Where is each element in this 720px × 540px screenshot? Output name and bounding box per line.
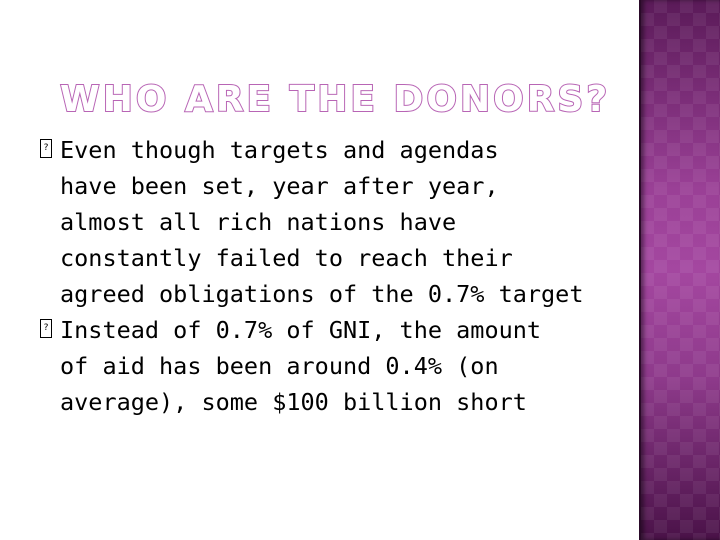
decorative-side-panel — [641, 0, 720, 540]
bullet-item — [40, 132, 630, 312]
bullet-list — [40, 132, 630, 420]
unknown-glyph-box-icon: ? — [40, 319, 52, 338]
bullet-text: Even though targets and agendas have been set, year after year, almost all rich nations have constantly failed to reach their agreed obligations of the 0.7% target — [60, 136, 584, 308]
unknown-glyph-box-icon: ? — [40, 139, 52, 158]
slide-title: WHO ARE THE DONORS? — [60, 79, 611, 120]
bullet-item — [40, 312, 630, 420]
bullet-text: Instead of 0.7% of GNI, the amount of aid has been around 0.4% (on average), some $100 billion short — [60, 316, 542, 416]
